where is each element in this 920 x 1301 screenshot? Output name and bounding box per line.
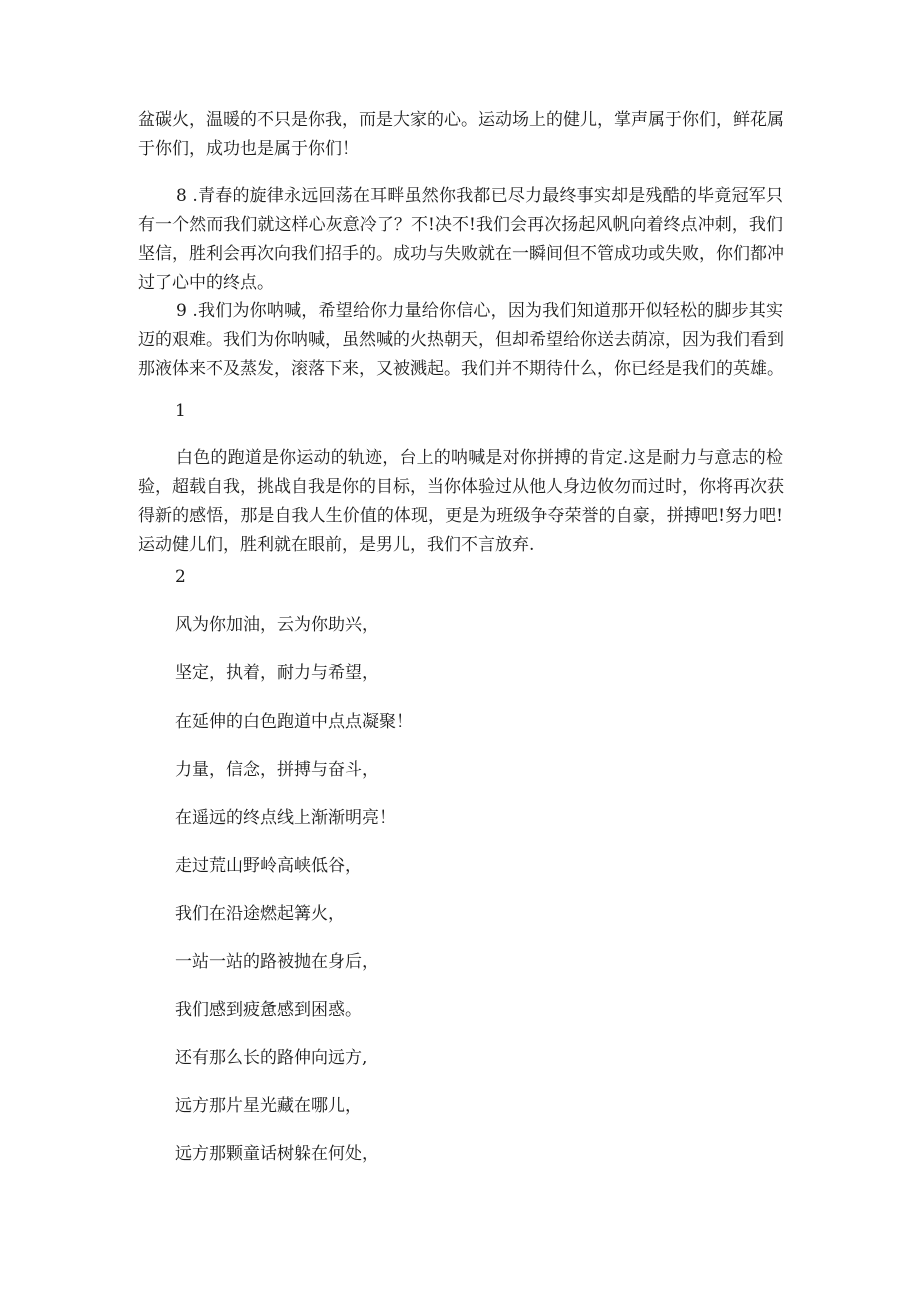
section-number-2: 2	[175, 567, 186, 587]
text-line: 有一个然而我们就这样心灰意冷了？不!决不!我们会再次扬起风帆向着终点冲刺，我们	[138, 215, 783, 235]
text-line: 白色的跑道是你运动的轨迹，台上的呐喊是对你拼搏的肯定.这是耐力与意志的检	[176, 448, 783, 468]
text-line: 9 .我们为你呐喊，希望给你力量给你信心，因为我们知道那开似轻松的脚步其实	[176, 301, 783, 321]
poem-line: 力量，信念，拼搏与奋斗，	[175, 760, 379, 780]
poem-line: 在遥远的终点线上渐渐明亮！	[175, 808, 396, 828]
poem-line: 在延伸的白色跑道中点点凝聚！	[175, 712, 413, 732]
poem-line: 风为你加油，云为你助兴，	[175, 615, 379, 635]
paragraph-item-8	[138, 182, 783, 298]
paragraph-white-track	[138, 444, 783, 560]
section-number-1: 1	[175, 401, 186, 421]
poem-line: 我们在沿途燃起篝火，	[175, 904, 345, 924]
poem-line: 一站一站的路被抛在身后，	[175, 952, 379, 972]
text-line: 迈的艰难。我们为你呐喊，虽然喊的火热朝天，但却希望给你送去荫凉，因为我们看到	[138, 330, 784, 350]
text-line: 运动健儿们，胜利就在眼前，是男儿，我们不言放弃.	[138, 535, 535, 555]
text-line: 得新的感悟，那是自我人生价值的体现，更是为班级争夺荣誉的自豪，拼搏吧!努力吧!	[138, 506, 783, 526]
poem-line: 远方那颗童话树躲在何处，	[175, 1144, 379, 1164]
poem-line: 坚定，执着，耐力与希望，	[175, 663, 379, 683]
poem-line: 远方那片星光藏在哪儿，	[175, 1096, 362, 1116]
paragraph-cheer-intro	[138, 106, 783, 164]
text-line: 8 .青春的旋律永远回荡在耳畔虽然你我都已尽力最终事实却是残酷的毕竟冠军只	[176, 186, 783, 206]
poem-line: 走过荒山野岭高峡低谷，	[175, 856, 362, 876]
poem-line: 还有那么长的路伸向远方,	[175, 1048, 368, 1068]
paragraph-item-9	[138, 297, 783, 384]
poem-line: 我们感到疲惫感到困惑。	[175, 1000, 362, 1020]
text-line: 过了心中的终点。	[138, 273, 274, 293]
text-line: 那液体来不及蒸发，滚落下来，又被溅起。我们并不期待什么，你已经是我们的英雄。	[138, 359, 784, 379]
text-line: 坚信，胜利会再次向我们招手的。成功与失败就在一瞬间但不管成功或失败，你们都冲	[138, 244, 784, 264]
text-line: 验，超载自我，挑战自我是你的目标，当你体验过从他人身边攸勿而过时，你将再次获	[138, 477, 784, 497]
text-line: 于你们，成功也是属于你们！	[138, 139, 359, 159]
text-line: 盆碳火，温暖的不只是你我，而是大家的心。运动场上的健儿，掌声属于你们，鲜花属	[138, 110, 784, 130]
